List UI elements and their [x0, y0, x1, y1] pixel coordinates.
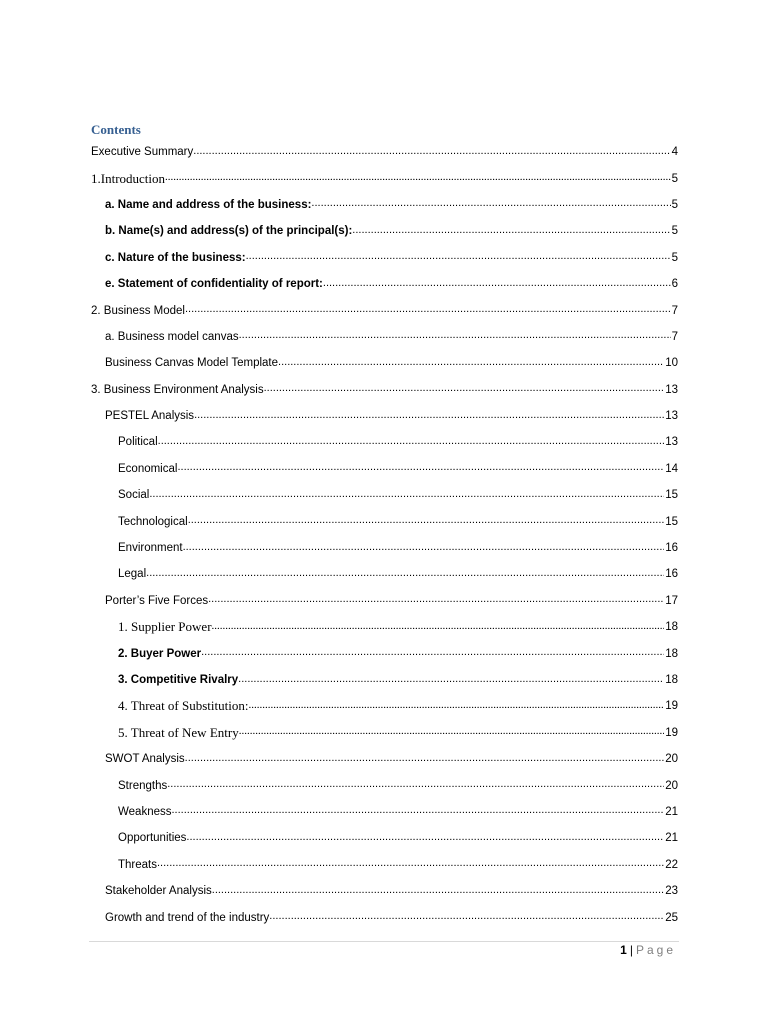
toc-entry-threat-of-new-entry[interactable]	[91, 720, 678, 746]
toc-leader-dots	[193, 146, 670, 157]
toc-leader-dots	[212, 621, 665, 632]
toc-leader-dots	[167, 779, 664, 790]
toc-entry-page: 7	[671, 330, 678, 343]
toc-entry-legal[interactable]	[91, 561, 678, 587]
toc-entry-swot-analysis[interactable]	[91, 746, 678, 772]
toc-leader-dots	[278, 357, 664, 368]
toc-entry-title: Social	[118, 489, 150, 502]
toc-entry-page: 16	[665, 542, 678, 555]
toc-leader-dots	[239, 330, 671, 341]
toc-leader-dots	[157, 858, 664, 869]
toc-entry-page: 19	[665, 700, 678, 713]
toc-entry-page: 18	[665, 621, 678, 634]
footer-divider	[89, 941, 679, 942]
toc-entry-title: c. Nature of the business:	[105, 251, 246, 264]
toc-leader-dots	[246, 251, 671, 262]
toc-leader-dots	[201, 647, 664, 658]
toc-entry-title: a. Name and address of the business:	[105, 198, 312, 211]
toc-entry-social[interactable]	[91, 482, 678, 508]
toc-leader-dots	[183, 542, 665, 553]
page-footer	[620, 943, 676, 957]
toc-entry-nature-business[interactable]	[91, 245, 678, 271]
toc-entry-name-address-principals[interactable]	[91, 218, 678, 244]
toc-leader-dots	[177, 462, 664, 473]
toc-leader-dots	[352, 225, 670, 236]
toc-entry-title: Opportunities	[118, 832, 187, 845]
toc-entry-title: 4. Threat of Substitution:	[118, 698, 249, 714]
toc-entry-economical[interactable]	[91, 456, 678, 482]
toc-entry-title: 1.Introduction	[91, 170, 166, 186]
toc-leader-dots	[212, 885, 664, 896]
toc-entry-environment[interactable]	[91, 535, 678, 561]
toc-entry-title: Economical	[118, 462, 178, 475]
toc-entry-title: b. Name(s) and address(s) of the principal(s):	[105, 225, 353, 238]
toc-leader-dots	[185, 753, 665, 764]
toc-entry-title: 5. Threat of New Entry	[118, 724, 239, 740]
contents-heading: Contents	[91, 122, 141, 137]
toc-entry-pestel[interactable]	[91, 403, 678, 429]
toc-entry-page: 20	[665, 779, 678, 792]
toc-entry-page: 13	[665, 410, 678, 423]
toc-entry-business-model[interactable]	[91, 297, 678, 323]
toc-entry-title: Growth and trend of the industry	[105, 911, 270, 924]
toc-leader-dots	[311, 198, 670, 209]
toc-entry-title: SWOT Analysis	[105, 753, 185, 766]
footer-page-word: Page	[635, 943, 676, 957]
toc-leader-dots	[149, 489, 664, 500]
toc-entry-page: 5	[671, 198, 678, 211]
toc-entry-title: 2. Business Model	[91, 304, 185, 317]
toc-entry-title: 3. Competitive Rivalry	[118, 674, 239, 686]
toc-entry-page: 18	[665, 674, 678, 686]
toc-entry-canvas-template[interactable]	[91, 350, 678, 376]
toc-entry-page: 15	[665, 489, 678, 502]
table-of-contents	[91, 139, 678, 931]
toc-entry-business-model-canvas[interactable]	[91, 324, 678, 350]
toc-entry-page: 18	[665, 647, 678, 660]
toc-entry-title: Strengths	[118, 779, 168, 792]
toc-leader-dots	[323, 278, 671, 289]
toc-leader-dots	[238, 674, 664, 685]
toc-entry-weakness[interactable]	[91, 799, 678, 825]
toc-entry-page: 22	[665, 858, 678, 871]
toc-entry-page: 16	[665, 568, 678, 581]
toc-entry-growth-trend[interactable]	[91, 904, 678, 930]
toc-entry-title: Threats	[118, 858, 157, 871]
toc-leader-dots	[194, 410, 664, 421]
toc-entry-threat-of-substitution[interactable]	[91, 693, 678, 719]
toc-entry-page: 7	[671, 304, 678, 317]
toc-entry-title: 2. Buyer Power	[118, 647, 202, 660]
toc-entry-title: Porter’s Five Forces	[105, 594, 209, 607]
toc-entry-title: Business Canvas Model Template	[105, 357, 279, 370]
toc-leader-dots	[186, 832, 664, 843]
toc-leader-dots	[248, 700, 664, 711]
toc-entry-page: 13	[665, 383, 678, 396]
toc-entry-title: 3. Business Environment Analysis	[91, 383, 264, 396]
toc-entry-title: PESTEL Analysis	[105, 410, 195, 423]
toc-entry-title: Stakeholder Analysis	[105, 885, 212, 898]
toc-entry-strengths[interactable]	[91, 772, 678, 798]
toc-entry-page: 5	[671, 225, 678, 238]
toc-entry-page: 23	[665, 885, 678, 898]
toc-leader-dots	[269, 911, 664, 922]
toc-entry-page: 14	[665, 462, 678, 475]
toc-entry-page: 17	[665, 594, 678, 607]
toc-entry-page: 20	[665, 753, 678, 766]
toc-entry-page: 21	[665, 805, 678, 818]
toc-entry-page: 25	[665, 911, 678, 924]
toc-entry-title: Legal	[118, 568, 147, 581]
toc-entry-name-address-business[interactable]	[91, 192, 678, 218]
toc-leader-dots	[208, 594, 664, 605]
footer-separator: |	[629, 943, 633, 957]
toc-entry-environment-analysis[interactable]	[91, 377, 678, 403]
toc-entry-introduction[interactable]	[91, 165, 678, 191]
toc-leader-dots	[171, 805, 664, 816]
toc-entry-title: a. Business model canvas	[105, 330, 239, 343]
toc-entry-porters-five-forces[interactable]	[91, 588, 678, 614]
toc-entry-page: 4	[671, 146, 678, 159]
toc-entry-political[interactable]	[91, 429, 678, 455]
toc-entry-title: Political	[118, 436, 158, 449]
toc-entry-title: Environment	[118, 542, 183, 555]
toc-entry-executive-summary[interactable]	[91, 139, 678, 165]
toc-entry-page: 5	[671, 172, 678, 185]
toc-entry-page: 10	[665, 357, 678, 370]
toc-entry-title: 1. Supplier Power	[118, 619, 212, 635]
toc-leader-dots	[188, 515, 665, 526]
toc-leader-dots	[146, 568, 664, 579]
toc-entry-technological[interactable]	[91, 508, 678, 534]
toc-entry-competitive-rivalry[interactable]	[91, 667, 678, 693]
toc-leader-dots	[239, 726, 665, 737]
toc-entry-stakeholder-analysis[interactable]	[91, 878, 678, 904]
toc-entry-page: 21	[665, 832, 678, 845]
toc-entry-confidentiality[interactable]	[91, 271, 678, 297]
toc-entry-opportunities[interactable]	[91, 825, 678, 851]
toc-entry-title: Executive Summary	[91, 146, 194, 159]
toc-entry-threats[interactable]	[91, 852, 678, 878]
toc-leader-dots	[264, 383, 665, 394]
toc-entry-page: 5	[671, 251, 678, 264]
toc-entry-title: Technological	[118, 515, 188, 528]
toc-entry-page: 6	[671, 278, 678, 291]
toc-leader-dots	[165, 172, 671, 183]
toc-leader-dots	[185, 304, 671, 315]
toc-entry-title: e. Statement of confidentiality of report:	[105, 278, 323, 291]
toc-entry-page: 13	[665, 436, 678, 449]
toc-entry-page: 15	[665, 515, 678, 528]
toc-entry-title: Weakness	[118, 805, 172, 818]
toc-entry-buyer-power[interactable]	[91, 640, 678, 666]
toc-leader-dots	[158, 436, 665, 447]
footer-page-number: 1	[620, 943, 627, 957]
toc-entry-supplier-power[interactable]	[91, 614, 678, 640]
toc-entry-page: 19	[665, 726, 678, 739]
